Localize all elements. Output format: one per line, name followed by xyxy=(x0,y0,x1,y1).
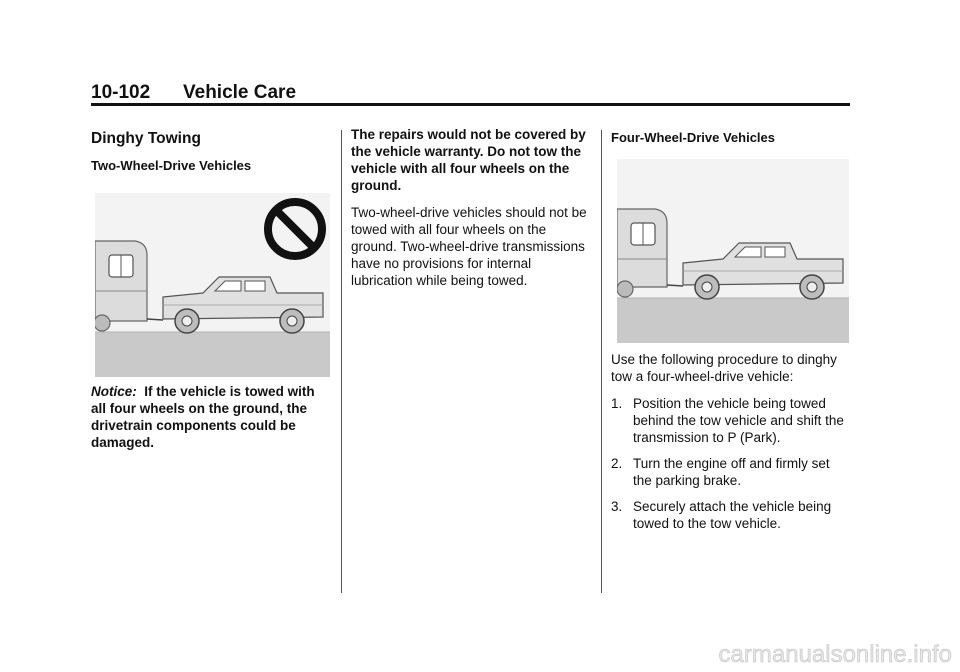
page-number: 10-102 xyxy=(91,82,151,103)
motorhome-shape xyxy=(617,209,667,297)
tow-bar xyxy=(147,319,163,320)
watermark-logo xyxy=(560,636,960,672)
column-2 xyxy=(351,126,591,299)
notice xyxy=(91,383,331,451)
procedure-step: 1. Position the vehicle being towed behind the tow vehicle and shift the transmission to P (Park). xyxy=(611,396,844,445)
procedure-steps xyxy=(611,395,851,532)
notice-label: Notice: xyxy=(91,384,137,399)
four-wheel-drive-towing-illustration xyxy=(617,159,849,343)
column-1 xyxy=(91,126,331,451)
page-header xyxy=(91,80,850,106)
procedure-intro: Use the following procedure to dinghy tow a four-wheel-drive vehicle: xyxy=(611,352,837,384)
motorhome-shape xyxy=(95,241,147,331)
warranty-warning: The repairs would not be covered by the vehicle warranty. Do not tow the vehicle with all four wheels on the ground. xyxy=(351,127,586,193)
dinghy-towing-heading: Dinghy Towing xyxy=(91,130,201,147)
column-divider-2 xyxy=(601,130,602,593)
section-title: Vehicle Care xyxy=(183,82,297,103)
tow-bar xyxy=(667,285,683,286)
two-wheel-drive-towing-illustration xyxy=(95,193,330,377)
svg-text:carmanualsonline.info: carmanualsonline.info xyxy=(718,641,952,668)
two-wheel-drive-body: Two-wheel-drive vehicles should not be towed with all four wheels on the ground. Two-wheel-drive transmissions have no provisions for internal lubrication while being towed. xyxy=(351,205,587,288)
column-divider-1 xyxy=(341,130,342,593)
two-wheel-drive-heading: Two-Wheel-Drive Vehicles xyxy=(91,158,252,173)
header-rule xyxy=(91,103,850,106)
four-wheel-drive-heading: Four-Wheel-Drive Vehicles xyxy=(611,130,775,145)
procedure-step: 3. Securely attach the vehicle being towed to the tow vehicle. xyxy=(611,499,832,531)
notice-text: If the vehicle is towed with all four wheels on the ground, the drivetrain components could be damaged. xyxy=(91,384,315,450)
column-3 xyxy=(611,126,851,541)
procedure-step: 2. Turn the engine off and firmly set the parking brake. xyxy=(611,456,830,488)
